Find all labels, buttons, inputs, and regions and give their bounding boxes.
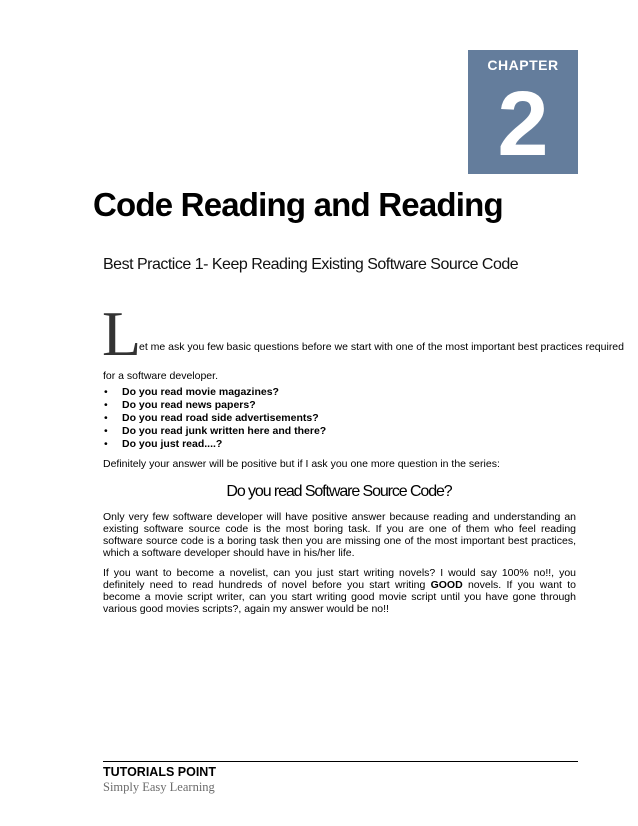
bullet-icon: • bbox=[104, 386, 108, 398]
emphasis-text: GOOD bbox=[430, 578, 463, 591]
question-text: Do you read movie magazines? bbox=[122, 386, 279, 398]
list-item bbox=[103, 412, 326, 425]
paragraph-text: novels. If you want to become a movie script writer, can you start writing good movie script until you have gone through various good movies scripts?, again my answer would be no!! bbox=[103, 578, 576, 615]
page-title: Code Reading and Reading bbox=[93, 186, 503, 223]
paragraph-reading-code: Only very few software developer will have positive answer because reading and understanding an existing software source code is the most boring task. If you are one of them who feel reading software source code is a boring task then you are missing one of the most important best practices, which a software developer should have in his/her life. bbox=[103, 511, 576, 559]
chapter-number: 2 bbox=[497, 73, 549, 175]
drop-cap: L bbox=[102, 298, 142, 369]
question-list bbox=[103, 386, 326, 451]
chapter-badge bbox=[468, 50, 578, 174]
footer-divider bbox=[103, 761, 578, 762]
list-item bbox=[103, 399, 326, 412]
question-text: Do you read road side advertisements? bbox=[122, 412, 319, 424]
question-text: Do you just read....? bbox=[122, 438, 223, 450]
section-heading: Do you read Software Source Code? bbox=[226, 483, 452, 500]
best-practice-subtitle: Best Practice 1- Keep Reading Existing Software Source Code bbox=[103, 256, 519, 273]
list-item bbox=[103, 438, 326, 451]
list-item bbox=[103, 425, 326, 438]
paragraph-text: If you want to become a novelist, can you just start writing novels? I would say 100% no!!, you definitely need to read hundreds of novel before you start writing bbox=[103, 567, 576, 591]
intro-text-line-2: for a software developer. bbox=[103, 370, 218, 382]
footer-tagline: Simply Easy Learning bbox=[103, 780, 215, 794]
follow-up-sentence: Definitely your answer will be positive but if I ask you one more question in the series: bbox=[103, 458, 500, 470]
bullet-icon: • bbox=[104, 425, 108, 437]
chapter-label: CHAPTER bbox=[487, 57, 559, 73]
footer-brand: TUTORIALS POINT bbox=[103, 765, 216, 779]
paragraph-novelist bbox=[103, 568, 576, 616]
bullet-icon: • bbox=[104, 399, 108, 411]
list-item bbox=[103, 386, 326, 399]
question-text: Do you read news papers? bbox=[122, 399, 256, 411]
bullet-icon: • bbox=[104, 412, 108, 424]
question-text: Do you read junk written here and there? bbox=[122, 425, 327, 437]
intro-text-line-1: et me ask you few basic questions before we start with one of the most important best practices required bbox=[139, 341, 624, 353]
bullet-icon: • bbox=[104, 438, 108, 450]
